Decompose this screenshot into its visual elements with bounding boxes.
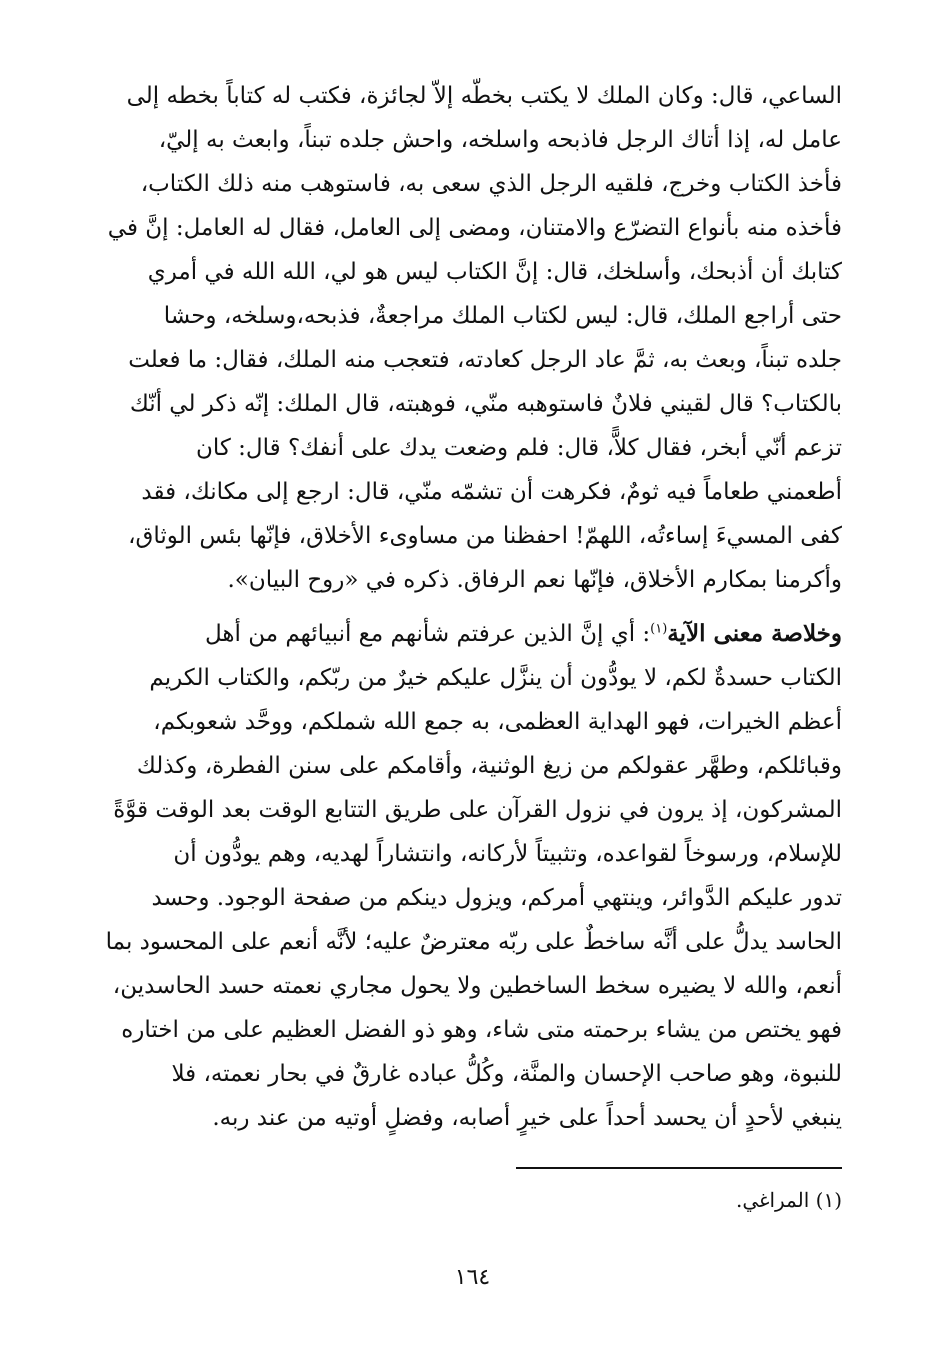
footnote xyxy=(500,1184,842,1216)
text-line-first xyxy=(72,612,842,656)
summary-heading: وخلاصة معنى الآية xyxy=(667,620,842,647)
footnote-text: المراغي. xyxy=(735,1188,810,1212)
text-line: الكتاب حسدةٌ لكم، لا يودُّون أن ينزَّل عليكم خيرٌ من ربّكم، والكتاب الكريم xyxy=(149,665,842,691)
text-line: حتى أراجع الملك، قال: ليس لكتاب الملك مراجعةٌ، فذبحه،وسلخه، وحشا xyxy=(163,303,842,329)
paragraph-summary xyxy=(72,612,842,1140)
text-fragment: : أي إنَّ الذين عرفتم شأنهم مع أنبيائهم من أهل xyxy=(204,621,651,647)
text-line: كتابك أن أذبحك، وأسلخك، قال: إنَّ الكتاب ليس هو لي، الله الله في أمري xyxy=(147,259,842,285)
page-number: ١٦٤ xyxy=(454,1265,491,1290)
text-line: فأخذه منه بأنواع التضرّع والامتنان، ومضى إلى العامل، فقال له العامل: إنَّ في xyxy=(107,215,842,241)
text-line: تدور عليكم الدَّوائر، وينتهي أمركم، ويزول دينكم من صفحة الوجود. وحسد xyxy=(151,885,842,911)
paragraph-story xyxy=(72,74,842,602)
footnote-marker: (١) xyxy=(815,1188,842,1212)
footnote-reference[interactable]: (١) xyxy=(650,621,668,637)
text-line: وأكرمنا بمكارم الأخلاق، فإنّها نعم الرفاق. ذكره في «روح البيان». xyxy=(227,567,842,593)
text-line: أنعم، والله لا يضيره سخط الساخطين ولا يحول مجاري نعمته حسد الحاسدين، xyxy=(112,973,842,999)
text-line: أعظم الخيرات، فهو الهداية العظمى، به جمع الله شملكم، ووحَّد شعوبكم، xyxy=(153,709,842,735)
text-line: كفى المسيءَ إساءتُه، اللهمّ! احفظنا من مساوىء الأخلاق، فإنّها بئس الوثاق، xyxy=(128,523,842,549)
text-line: وقبائلكم، وطهَّر عقولكم من زيغ الوثنية، وأقامكم على سنن الفطرة، وكذلك xyxy=(136,753,842,779)
text-line: بالكتاب؟ قال لقيني فلانٌ فاستوهبه منّي، فوهبته، قال الملك: إنّه ذكر لي أنّك xyxy=(129,391,842,417)
text-line: للنبوة، وهو صاحب الإحسان والمنَّة، وكُلُّ عباده غارقٌ في بحار نعمته، فلا xyxy=(171,1061,842,1087)
text-line: فهو يختص من يشاء برحمته متى شاء، وهو ذو الفضل العظيم على من اختاره xyxy=(121,1017,842,1043)
text-line: جلده تبناً، وبعث به، ثمَّ عاد الرجل كعادته، فتعجب منه الملك، فقال: ما فعلت xyxy=(128,347,842,373)
text-line: للإسلام، ورسوخاً لقواعده، وتثبيتاً لأركانه، وانتشاراً لهديه، وهم يودُّون أن xyxy=(173,841,842,867)
text-line: أطعمني طعاماً فيه ثومٌ، فكرهت أن تشمّه منّي، قال: ارجع إلى مكانك، فقد xyxy=(141,479,842,505)
text-line: فأخذ الكتاب وخرج، فلقيه الرجل الذي سعى به، فاستوهب منه ذلك الكتاب، xyxy=(140,171,842,197)
text-line: تزعم أنّي أبخر، فقال كلاًّ، قال: فلم وضعت يدك على أنفك؟ قال: كان xyxy=(196,435,842,461)
text-line: عامل له، إذا أتاك الرجل فاذبحه واسلخه، واحش جلده تبناً، وابعث به إليّ، xyxy=(158,127,842,153)
text-line: الحاسد يدلُّ على أنَّه ساخطٌ على ربّه معترضٌ عليه؛ لأنَّه أنعم على المحسود بما xyxy=(105,929,842,955)
text-line: ينبغي لأحدٍ أن يحسد أحداً على خيرٍ أصابه، وفضلٍ أوتيه من عند ربه. xyxy=(212,1105,842,1131)
text-line: الساعي، قال: وكان الملك لا يكتب بخطّه إلاّ لجائزة، فكتب له كتاباً بخطه إلى xyxy=(126,83,842,109)
text-line: المشركون، إذ يرون في نزول القرآن على طريق التتابع الوقت بعد الوقت قوَّةً xyxy=(113,797,842,823)
footnote-divider xyxy=(516,1167,842,1169)
